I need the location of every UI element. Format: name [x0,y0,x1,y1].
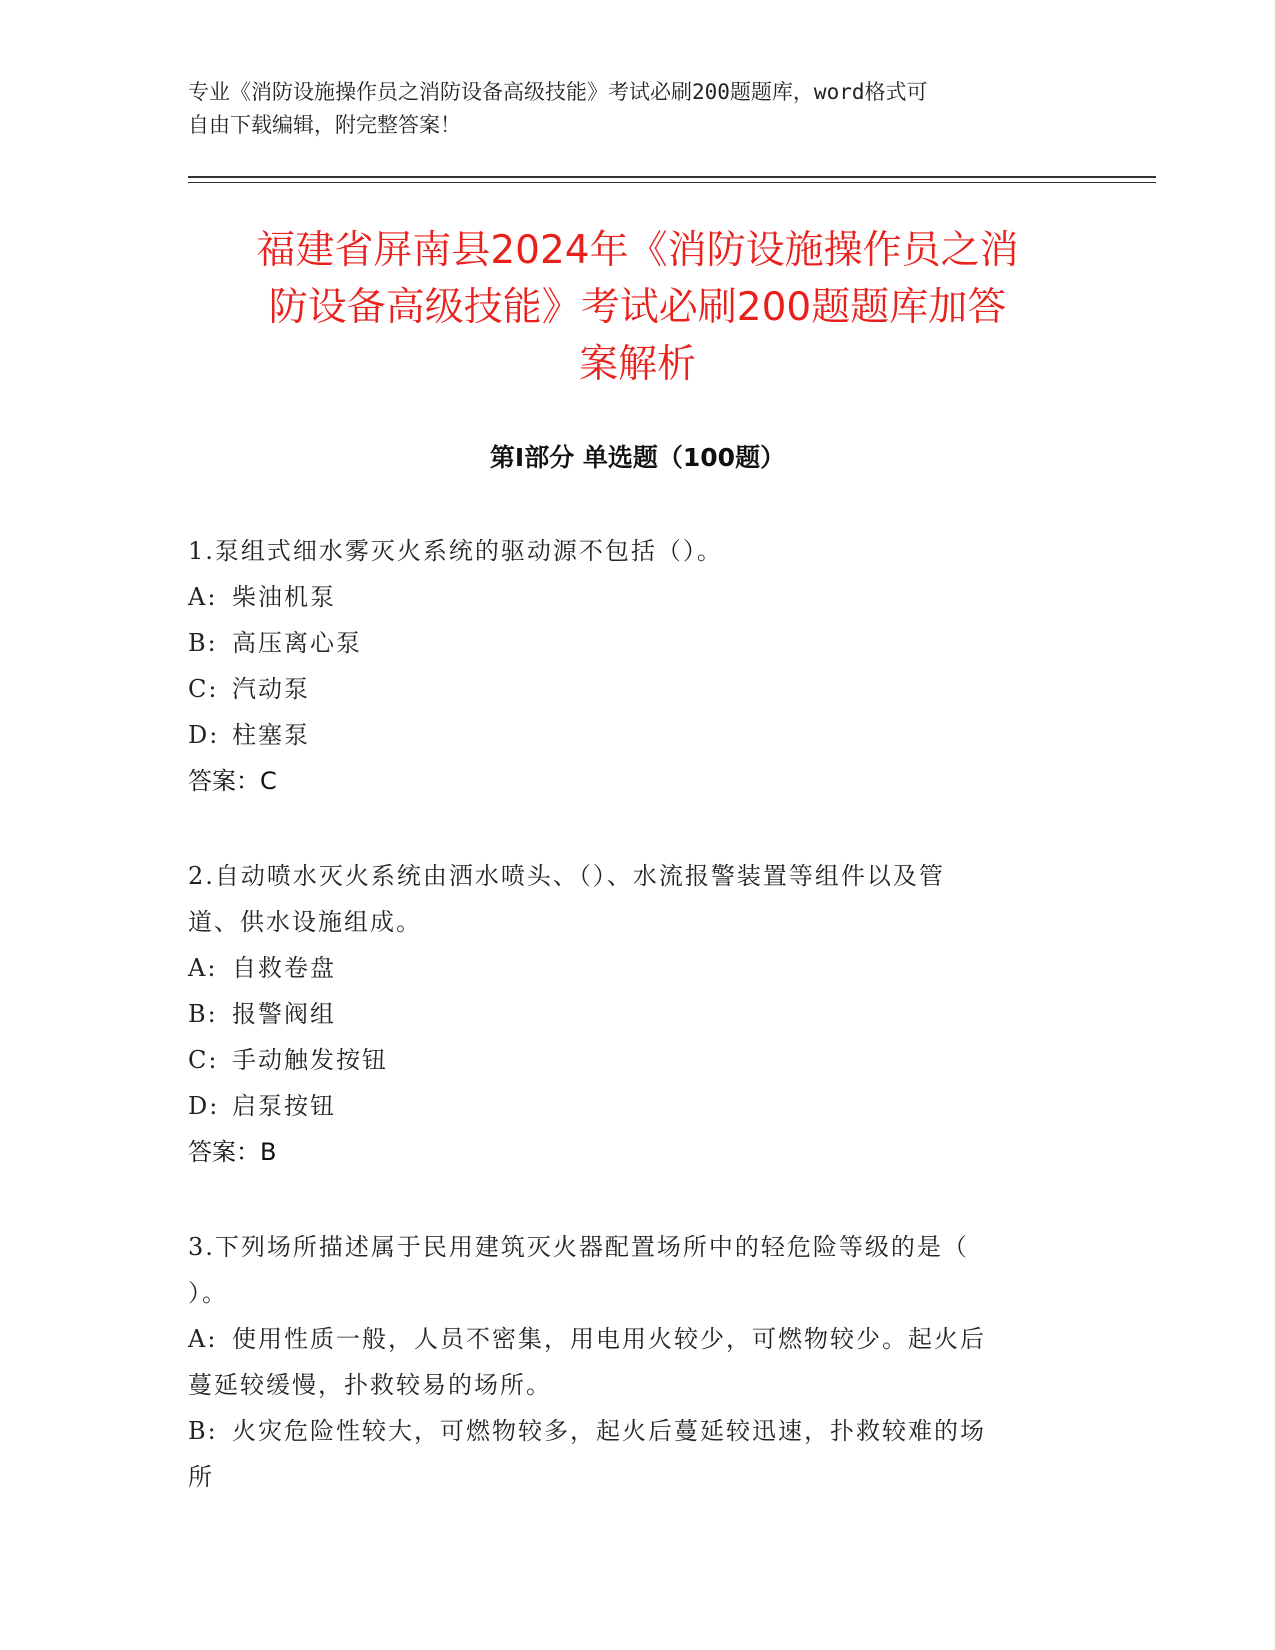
option-text: 报警阀组 [232,1000,336,1028]
option-text: 高压离心泵 [232,629,362,657]
header-note-line-1: 专业《消防设施操作员之消防设备高级技能》考试必刷200题题库，word格式可 [188,80,928,104]
option-letter: B: [188,629,218,657]
question-stem: 3.下列场所描述属于民用建筑灭火器配置场所中的轻危险等级的是（ [188,1233,969,1261]
header-divider-thick [188,176,1156,178]
option-d [188,1083,1073,1129]
option-text: 火灾危险性较大，可燃物较多，起火后蔓延较迅速，扑救较难的场 [232,1417,986,1445]
option-letter: C: [188,1046,219,1074]
option-text: 自救卷盘 [232,954,336,982]
option-letter: B: [188,1000,218,1028]
section-heading: 第Ⅰ部分 单选题（100题） [489,443,786,472]
option-letter: B: [188,1417,218,1445]
question-list [188,528,1073,1549]
option-text: 汽动泵 [232,675,310,703]
answer: 答案：B [188,1138,277,1166]
option-b [188,620,1073,666]
option-letter: A: [188,954,218,982]
header-divider-thin [188,182,1156,183]
title-line-2: 防设备高级技能》考试必刷200题题库加答 [268,285,1007,330]
question-stem: 2.自动喷水灭火系统由洒水喷头、（）、水流报警装置等组件以及管 [188,862,945,890]
option-letter: A: [188,583,218,611]
option-d [188,712,1073,758]
option-letter: C: [188,675,219,703]
question-2 [188,853,1073,1175]
document-title [180,222,1095,393]
option-letter: D: [188,1092,220,1120]
question-3 [188,1224,1073,1500]
option-a-continued: 蔓延较缓慢，扑救较易的场所。 [188,1371,552,1399]
option-a [188,574,1073,620]
header-note [188,76,1088,142]
option-c [188,1037,1073,1083]
title-line-3: 案解析 [578,342,696,387]
question-stem-continued: ）。 [188,1279,228,1307]
option-c [188,666,1073,712]
answer: 答案：C [188,767,277,795]
option-b [188,991,1073,1037]
option-text: 启泵按钮 [232,1092,336,1120]
option-text: 柴油机泵 [232,583,336,611]
option-letter: A: [188,1325,218,1353]
option-b-continued: 所 [188,1463,214,1491]
question-1 [188,528,1073,804]
header-note-line-2: 自由下载编辑，附完整答案！ [188,113,461,137]
question-stem-continued: 道、供水设施组成。 [188,908,422,936]
option-text: 柱塞泵 [232,721,310,749]
option-a [188,1316,1073,1362]
question-stem: 1.泵组式细水雾灭火系统的驱动源不包括（）。 [188,537,723,565]
option-text: 使用性质一般，人员不密集，用电用火较少，可燃物较少。起火后 [232,1325,986,1353]
option-a [188,945,1073,991]
option-letter: D: [188,721,220,749]
title-line-1: 福建省屏南县2024年《消防设施操作员之消 [256,228,1019,273]
option-b [188,1408,1073,1454]
option-text: 手动触发按钮 [232,1046,388,1074]
